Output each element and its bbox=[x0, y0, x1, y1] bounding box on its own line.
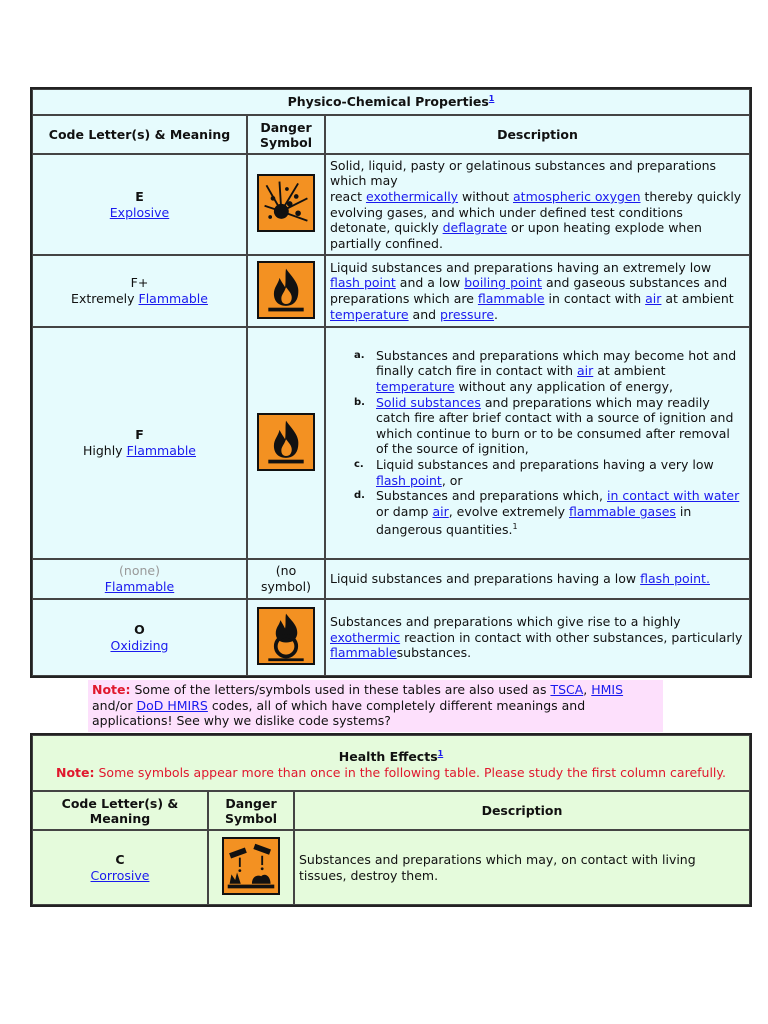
desc-text: without bbox=[458, 188, 514, 204]
meaning-link[interactable]: Explosive bbox=[109, 204, 170, 220]
footnote-link[interactable]: 1 bbox=[437, 748, 444, 758]
header-symbol: Danger Symbol bbox=[208, 791, 294, 830]
desc-text: Solid, liquid, pasty or gelatinous substances and preparations which may bbox=[330, 157, 717, 189]
symbol-cell bbox=[247, 599, 325, 676]
desc-text: in dangerous quantities. bbox=[376, 503, 692, 538]
desc-link-air[interactable]: air bbox=[645, 291, 662, 306]
desc-link-flash-point[interactable]: flash point bbox=[376, 472, 442, 488]
table-title-text: Physico-Chemical Properties bbox=[287, 94, 489, 110]
explosive-icon bbox=[257, 174, 315, 232]
header-code: Code Letter(s) & Meaning bbox=[32, 791, 208, 830]
symbol-cell bbox=[247, 255, 325, 327]
desc-link-flammable-gases[interactable]: flammable gases bbox=[569, 503, 676, 519]
list-marker: c. bbox=[354, 459, 364, 471]
desc-link-deflagrate[interactable]: deflagrate bbox=[442, 220, 508, 236]
desc-text: , or bbox=[441, 472, 463, 488]
list-item bbox=[354, 394, 745, 457]
desc-link-air[interactable]: air bbox=[432, 503, 449, 519]
note-text: , bbox=[583, 682, 592, 697]
desc-link-exothermic[interactable]: exothermic bbox=[330, 629, 401, 645]
symbol-cell bbox=[247, 327, 325, 559]
note-link-dod-hmirs[interactable]: DoD HMIRS bbox=[136, 697, 208, 713]
desc-text: at ambient bbox=[593, 363, 666, 379]
code-letter: F+ bbox=[130, 275, 149, 290]
desc-link-temperature[interactable]: temperature bbox=[376, 379, 455, 395]
desc-text: substances. bbox=[396, 645, 472, 661]
note-link-tsca[interactable]: TSCA bbox=[550, 682, 584, 697]
meaning-prefix: Extremely bbox=[71, 291, 139, 306]
code-cell bbox=[32, 559, 247, 599]
description-cell: Substances and preparations which may, on contact with living tissues, destroy them. bbox=[294, 830, 750, 905]
desc-link-flammable[interactable]: flammable bbox=[477, 291, 545, 306]
desc-text: or upon heating explode when partially confined. bbox=[330, 220, 702, 251]
note-text: codes, all of which have completely different meanings and applications! See why we dislike code systems? bbox=[92, 697, 586, 728]
note-link-hmis[interactable]: HMIS bbox=[591, 682, 624, 697]
desc-link-flammable[interactable]: flammable bbox=[330, 645, 397, 661]
code-cell bbox=[32, 599, 247, 676]
list-marker: a. bbox=[354, 349, 365, 361]
meaning-prefix: Highly bbox=[82, 443, 127, 458]
desc-text: Liquid substances and preparations having a low bbox=[330, 571, 641, 587]
code-letter: O bbox=[134, 621, 145, 637]
note-text: and/or bbox=[92, 697, 137, 713]
meaning-link[interactable]: Flammable bbox=[138, 291, 208, 306]
desc-text: and preparations which may readily catch fire after brief contact with a source of ignition and which continue to burn or to be consumed after removal of the source of ignition, bbox=[376, 394, 734, 457]
desc-text: and gaseous substances and preparations which are bbox=[330, 275, 728, 306]
description-cell bbox=[325, 559, 750, 599]
note-label: Note: bbox=[92, 682, 131, 697]
table-row bbox=[32, 154, 750, 255]
description-cell bbox=[325, 154, 750, 255]
list-marker: b. bbox=[354, 396, 365, 408]
description-cell bbox=[325, 327, 750, 559]
table-row bbox=[32, 599, 750, 676]
desc-link-air[interactable]: air bbox=[577, 363, 594, 379]
desc-link-flash-point[interactable]: flash point. bbox=[640, 571, 710, 587]
footnote-link[interactable]: 1 bbox=[488, 94, 495, 104]
desc-link-flash-point[interactable]: flash point bbox=[330, 275, 396, 291]
description-cell bbox=[325, 255, 750, 327]
header-description: Description bbox=[294, 791, 750, 830]
symbol-cell bbox=[247, 154, 325, 255]
desc-text: thereby quickly evolving gases, and which under defined test conditions detonate, quickly bbox=[330, 188, 742, 236]
desc-text: react bbox=[330, 188, 366, 204]
desc-text: Liquid substances and preparations having a very low bbox=[376, 457, 714, 473]
header-symbol: Danger Symbol bbox=[247, 115, 325, 154]
health-effects-table bbox=[30, 733, 752, 907]
table-row bbox=[32, 559, 750, 599]
desc-text: and bbox=[408, 306, 441, 322]
desc-text: Liquid substances and preparations having an extremely low bbox=[330, 259, 712, 275]
desc-text: Substances and preparations which may become hot and finally catch fire in contact with bbox=[376, 347, 737, 379]
desc-link-boiling-point[interactable]: boiling point bbox=[464, 275, 542, 291]
table-row bbox=[32, 327, 750, 559]
list-item bbox=[354, 488, 745, 538]
desc-text: Substances and preparations which give rise to a highly bbox=[330, 614, 681, 630]
note-label: Note: bbox=[56, 764, 95, 780]
physico-chemical-table bbox=[30, 87, 752, 678]
symbol-cell: (no symbol) bbox=[247, 559, 325, 599]
hazard-list bbox=[330, 348, 745, 538]
header-description: Description bbox=[325, 115, 750, 154]
note-text: Some symbols appear more than once in the following table. Please study the first column carefully. bbox=[94, 764, 726, 780]
note-text: Some of the letters/symbols used in these tables are also used as bbox=[130, 682, 551, 697]
list-item bbox=[354, 457, 745, 488]
description-cell bbox=[325, 599, 750, 676]
corrosive-icon bbox=[222, 837, 280, 895]
flame-icon bbox=[257, 413, 315, 471]
table-title bbox=[32, 735, 750, 791]
meaning-link[interactable]: Flammable bbox=[104, 579, 175, 594]
meaning-link[interactable]: Flammable bbox=[126, 443, 196, 458]
footnote-marker: 1 bbox=[512, 522, 518, 532]
desc-text: without any application of energy, bbox=[454, 379, 673, 395]
table-title bbox=[32, 89, 750, 115]
desc-text: or damp bbox=[376, 503, 433, 519]
code-letter: E bbox=[135, 188, 144, 204]
meaning-link[interactable]: Corrosive bbox=[90, 867, 150, 883]
table-title-text: Health Effects bbox=[338, 749, 438, 765]
desc-text: . bbox=[494, 306, 499, 322]
meaning-link[interactable]: Oxidizing bbox=[110, 637, 169, 653]
code-letter-none: (none) bbox=[119, 563, 160, 578]
code-letter: C bbox=[115, 851, 125, 867]
list-item bbox=[354, 347, 745, 395]
desc-text: and a low bbox=[395, 275, 465, 291]
code-cell bbox=[32, 154, 247, 255]
desc-link-pressure[interactable]: pressure bbox=[440, 306, 495, 322]
code-letter: F bbox=[135, 427, 144, 442]
desc-text: Substances and preparations which, bbox=[376, 488, 607, 504]
desc-text: in contact with bbox=[544, 291, 646, 306]
header-code: Code Letter(s) & Meaning bbox=[32, 115, 247, 154]
code-cell bbox=[32, 327, 247, 559]
note-box bbox=[88, 680, 663, 732]
desc-text: , evolve extremely bbox=[448, 503, 569, 519]
desc-text: reaction in contact with other substances, particularly bbox=[400, 629, 743, 645]
desc-link-solid-substances[interactable]: Solid substances bbox=[376, 394, 481, 410]
desc-text: at ambient bbox=[661, 291, 734, 306]
code-cell bbox=[32, 255, 247, 327]
desc-link-exothermically[interactable]: exothermically bbox=[365, 188, 459, 204]
desc-link-contact-with-water[interactable]: in contact with water bbox=[607, 488, 740, 504]
desc-link-atmospheric-oxygen[interactable]: atmospheric oxygen bbox=[513, 188, 641, 204]
symbol-cell bbox=[208, 830, 294, 905]
code-cell bbox=[32, 830, 208, 905]
list-marker: d. bbox=[354, 490, 365, 502]
desc-link-temperature[interactable]: temperature bbox=[330, 306, 409, 322]
table-row bbox=[32, 830, 750, 905]
flame-icon bbox=[257, 261, 315, 319]
oxidizing-icon bbox=[257, 607, 315, 665]
table-row bbox=[32, 255, 750, 327]
